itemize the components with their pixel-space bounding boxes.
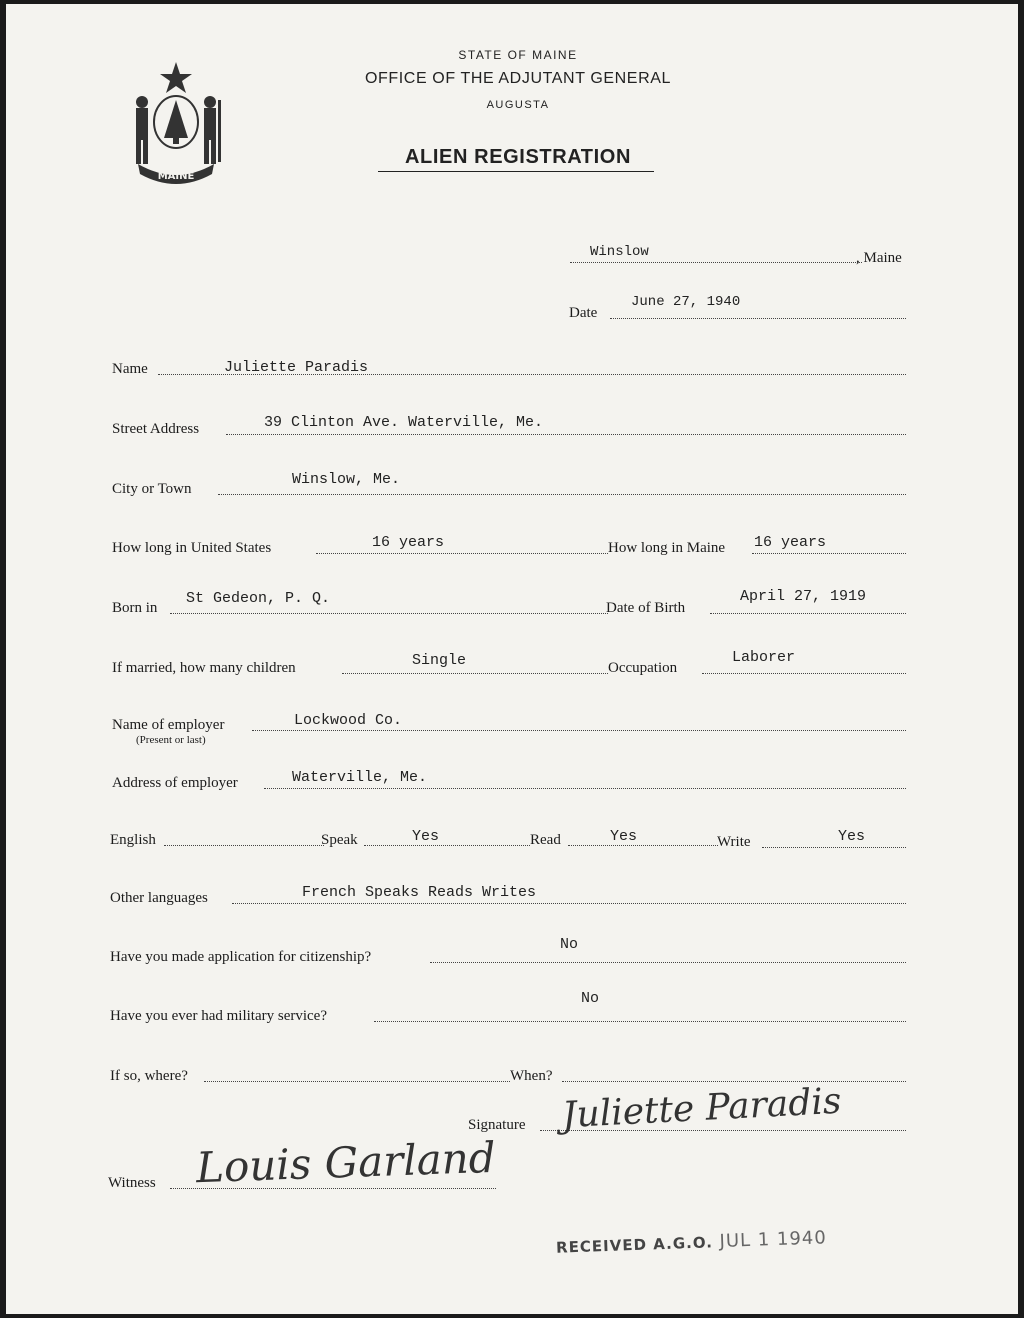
town-value: Winslow [590,244,649,260]
other-languages-label: Other languages [110,890,208,906]
employer-label: Name of employer [112,717,225,733]
employer-note: (Present or last) [136,734,206,746]
employer-address-value: Waterville, Me. [292,769,428,786]
read-label: Read [530,832,561,848]
english-label: English [110,832,156,848]
date-of-birth-line [710,613,906,614]
speak-line [364,845,530,846]
date-line [610,318,906,319]
read-line [568,845,718,846]
how-long-us-label: How long in United States [112,540,272,556]
where-line [204,1081,510,1082]
signature-label: Signature [468,1117,526,1133]
city-or-town-value: Winslow, Me. [292,471,401,488]
employer-address-label: Address of employer [112,775,238,791]
date-of-birth-label: Date of Birth [606,600,686,616]
children-value: Single [412,652,467,669]
speak-label: Speak [321,832,358,848]
how-long-maine-line [752,553,906,554]
military-label: Have you ever had military service? [110,1008,327,1024]
received-stamp-date: JUL 1 1940 [719,1227,828,1253]
military-line [374,1021,906,1022]
how-long-us-value: 16 years [372,534,445,551]
seal-text: MAINE [157,171,195,182]
children-label: If married, how many children [112,660,296,676]
born-in-line [170,613,608,614]
when-label: When? [510,1068,553,1084]
occupation-line [702,673,906,674]
how-long-maine-label: How long in Maine [608,540,726,556]
how-long-us-line [316,553,608,554]
write-value: Yes [838,828,866,845]
born-in-value: St Gedeon, P. Q. [186,590,331,607]
when-line [562,1081,906,1082]
employer-line [252,730,906,731]
occupation-label: Occupation [608,660,678,676]
born-in-label: Born in [112,600,158,616]
street-address-value: 39 Clinton Ave. Waterville, Me. [264,414,544,431]
citizenship-label: Have you made application for citizenship? [110,949,372,965]
received-stamp-text: RECEIVED A.G.O. [555,1233,714,1257]
date-of-birth-value: April 27, 1919 [740,588,867,605]
signature-value: Juliette Paradis [561,1080,843,1137]
city-or-town-label: City or Town [112,481,192,497]
where-label: If so, where? [110,1068,188,1084]
other-languages-value: French Speaks Reads Writes [302,884,537,901]
witness-label: Witness [108,1175,156,1191]
name-label: Name [112,361,148,377]
title-underline [378,171,654,172]
how-long-maine-value: 16 years [754,534,827,551]
state-heading: STATE OF MAINE [458,48,578,62]
speak-value: Yes [412,828,440,845]
military-value: No [581,990,600,1007]
date-label: Date [569,305,598,321]
city-or-town-line [218,494,906,495]
children-line [342,673,608,674]
maine-label: , Maine [856,250,902,266]
street-address-label: Street Address [112,421,200,437]
read-value: Yes [610,828,638,845]
received-stamp [556,1227,827,1257]
citizenship-line [430,962,906,963]
street-address-line [226,434,906,435]
name-value: Juliette Paradis [224,359,369,376]
employer-address-line [264,788,906,789]
town-line [570,262,862,263]
office-heading: OFFICE OF THE ADJUTANT GENERAL [364,70,672,87]
write-line [762,847,906,848]
form-title: ALIEN REGISTRATION [405,146,631,168]
write-label: Write [717,834,751,850]
english-line [164,845,324,846]
witness-signature: Louis Garland [195,1132,497,1193]
other-languages-line [232,903,906,904]
alien-registration-form [6,4,1018,1314]
city-heading: AUGUSTA [486,99,550,111]
citizenship-value: No [560,936,579,953]
employer-value: Lockwood Co. [294,712,403,729]
maine-state-seal [124,60,228,188]
date-value: June 27, 1940 [631,294,741,310]
occupation-value: Laborer [732,649,796,666]
